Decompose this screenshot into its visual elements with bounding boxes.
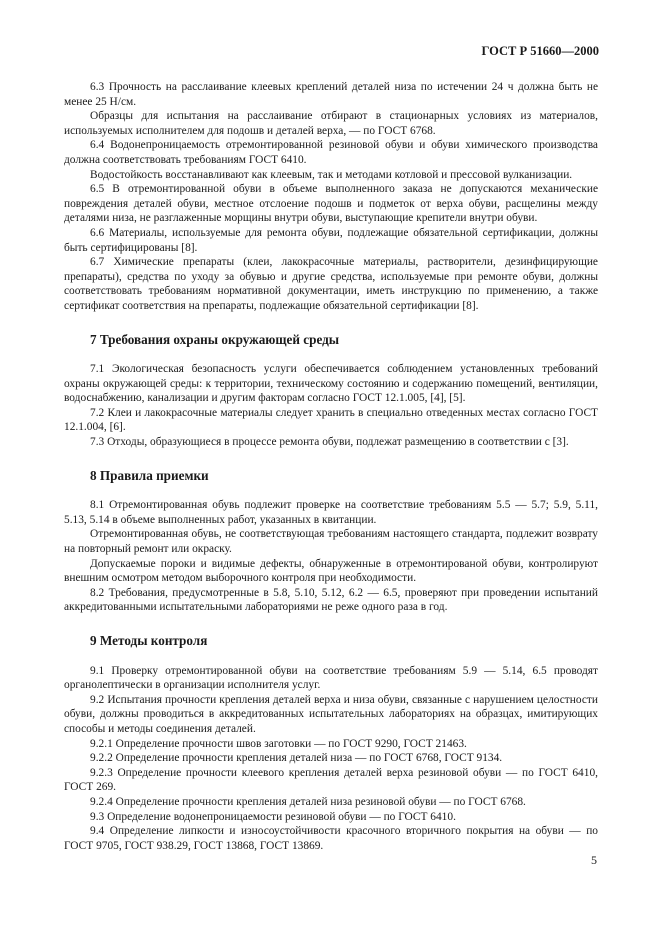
paragraph: Водостойкость восстанавливают как клеевым, так и методами котловой и прессовой вулканизации. xyxy=(90,168,573,181)
paragraph: 6.5 В отремонтированной обуви в объеме выполненного заказа не допускаются механические повреждения деталей обуви, местное отслоение подошв и подметок от верха обуви, расщелины между деталями низа, не разглаженные морщины внутри обуви, выступающие крепители внутри обуви. xyxy=(64,183,598,225)
paragraph: 7.1 Экологическая безопасность услуги обеспечивается соблюдением установленных требований охраны окружающей среды: к территории, техническому состоянию и содержанию помещений, вентиляции, водоснабжению, канализации и другим факторам согласно ГОСТ 12.1.005, [4], [5]. xyxy=(64,363,598,405)
paragraph: Отремонтированная обувь, не соответствующая требованиям настоящего стандарта, подлежит возврату на повторный ремонт или окраску. xyxy=(64,528,598,556)
paragraph: Образцы для испытания на расслаивание отбирают в стационарных условиях из материалов, используемых исполнителем для подошв и деталей верха, — по ГОСТ 6768. xyxy=(64,110,598,137)
paragraph: 9.2.4 Определение прочности крепления деталей низа резиновой обуви — по ГОСТ 6768. xyxy=(90,795,526,808)
document-body xyxy=(64,80,598,853)
section-heading-7: 7 Требования охраны окружающей среды xyxy=(90,331,340,347)
paragraph: 9.4 Определение липкости и износоустойчивости красочного вторичного покрытия на обуви — по ГОСТ 9705, ГОСТ 938.29, ГОСТ 13868, ГОСТ 13869. xyxy=(64,825,598,852)
paragraph: 9.2.3 Определение прочности клеевого крепления деталей верха резиновой обуви — по ГОСТ 6410, ГОСТ 269. xyxy=(64,766,598,794)
paragraph: 7.2 Клеи и лакокрасочные материалы следует хранить в специально отведенных местах согласно ГОСТ 12.1.004, [6]. xyxy=(64,406,598,434)
paragraph: 6.3 Прочность на расслаивание клеевых креплений деталей низа по истечении 24 ч должна быть не менее 25 Н/см. xyxy=(64,81,598,108)
paragraph: 8.2 Требования, предусмотренные в 5.8, 5.10, 5.12, 6.2 — 6.5, проверяют при проведении испытаний аккредитованными испытательными лабораториями не реже одного раза в год. xyxy=(64,586,598,614)
paragraph: Допускаемые пороки и видимые дефекты, обнаруженные в отремонтированой обуви, контролируют внешним осмотром методом выборочного контроля при необходимости. xyxy=(64,557,598,585)
paragraph: 9.2.2 Определение прочности крепления деталей низа — по ГОСТ 6768, ГОСТ 9134. xyxy=(90,752,503,765)
paragraph: 9.2 Испытания прочности крепления деталей верха и низа обуви, связанные с нарушением целостности обуви, должны проводиться в аккредитованных испытательных лабораториях на образцах, имитирующих способы и методы соединения деталей. xyxy=(64,693,598,735)
paragraph: 9.3 Определение водонепроницаемости резиновой обуви — по ГОСТ 6410. xyxy=(90,810,456,823)
paragraph: 6.7 Химические препараты (клеи, лакокрасочные материалы, растворители, дезинфицирующие препараты), средства по уходу за обувью и другие средства, используемые при ремонте обуви, должны соответствовать требованиям нормативной документации, иметь инструкцию по применению, а также сертификат соответствия на препараты, подлежащие обязательной сертификации [8]. xyxy=(64,256,598,312)
paragraph: 8.1 Отремонтированная обувь подлежит проверке на соответствие требованиям 5.5 — 5.7; 5.9, 5.11, 5.13, 5.14 в объеме выполненных работ, указанных в квитанции. xyxy=(64,499,598,526)
paragraph: 6.6 Материалы, используемые для ремонта обуви, подлежащие обязательной сертификации, должны быть сертифицированы [8]. xyxy=(64,226,598,254)
page-number: 5 xyxy=(591,853,597,867)
paragraph: 9.1 Проверку отремонтированной обуви на соответствие требованиям 5.9 — 5.14, 6.5 проводят органолептически в организации исполнителя услуг. xyxy=(64,664,598,692)
section-heading-8: 8 Правила приемки xyxy=(90,467,209,483)
section-heading-9: 9 Методы контроля xyxy=(90,633,208,648)
document-header: ГОСТ Р 51660—2000 xyxy=(481,44,599,58)
paragraph: 7.3 Отходы, образующиеся в процессе ремонта обуви, подлежат размещению в соответствии с [3]. xyxy=(90,436,569,449)
paragraph: 9.2.1 Определение прочности швов заготовки — по ГОСТ 9290, ГОСТ 21463. xyxy=(90,737,467,750)
paragraph: 6.4 Водонепроницаемость отремонтированной резиновой обуви и обуви химического производства должна соответствовать требованиям ГОСТ 6410. xyxy=(64,139,598,166)
